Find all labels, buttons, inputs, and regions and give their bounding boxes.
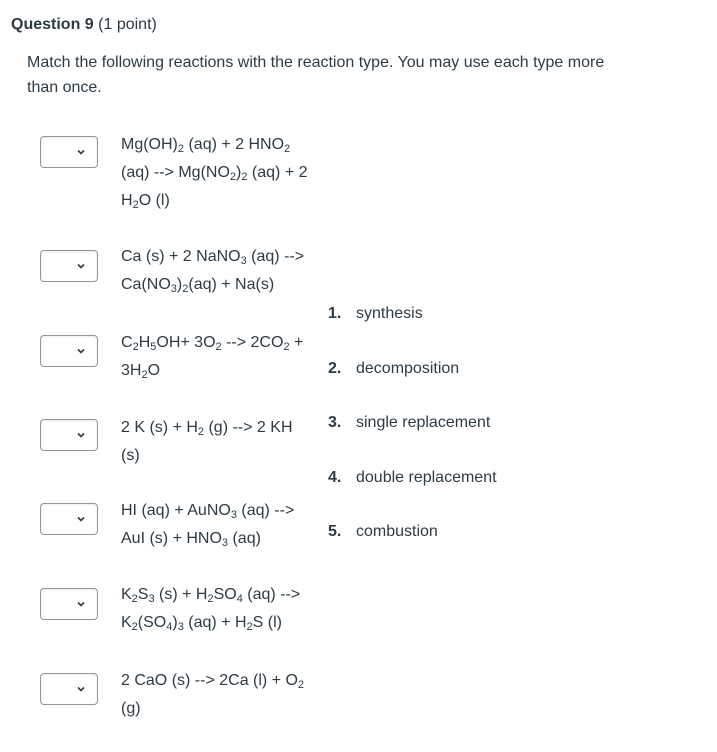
equation-subscript: 4 xyxy=(236,593,243,605)
equation-text: + 3H xyxy=(121,334,304,379)
equation-subscript: 2 xyxy=(284,143,291,155)
equation-text: (s) + H xyxy=(154,586,208,603)
equation-subscript: 2 xyxy=(132,341,139,353)
equation-text: S xyxy=(137,586,149,603)
equation-subscript: 2 xyxy=(132,199,139,211)
answer-label: decomposition xyxy=(356,360,460,377)
chevron-down-icon xyxy=(75,598,87,610)
equation-text: Ca (s) + 2 NaNO xyxy=(121,248,241,265)
equation-subscript: 2 xyxy=(246,621,253,633)
reaction-equation xyxy=(121,131,311,215)
equation-text: (aq) + 2 H xyxy=(121,164,308,209)
chevron-down-icon xyxy=(75,683,87,695)
equation-subscript: 2 xyxy=(229,171,237,183)
equation-text: (aq) --> Mg(NO xyxy=(121,164,230,181)
equation-text: H xyxy=(138,334,151,351)
equation-subscript: 3 xyxy=(170,283,177,295)
equation-subscript: 3 xyxy=(221,537,229,549)
answer-number: 2. xyxy=(328,360,342,377)
equation-text: (g) xyxy=(121,700,141,717)
chevron-down-icon xyxy=(75,513,87,525)
equation-subscript: 2 xyxy=(241,171,248,183)
equation-text: O xyxy=(147,362,161,379)
answer-item xyxy=(328,360,459,378)
equation-subscript: 3 xyxy=(148,593,155,605)
equation-text: K xyxy=(121,586,132,603)
answer-label: combustion xyxy=(356,523,438,540)
answer-number: 5. xyxy=(328,523,342,540)
equation-subscript: 2 xyxy=(131,593,138,605)
reaction-type-select[interactable] xyxy=(40,250,98,282)
equation-text: ) xyxy=(172,614,178,631)
equation-text: OH+ 3O xyxy=(156,334,216,351)
chevron-down-icon xyxy=(75,260,87,272)
equation-text: (aq) --> Ca(NO xyxy=(121,248,305,293)
equation-text: (aq) + H xyxy=(183,614,247,631)
equation-subscript: 2 xyxy=(207,593,214,605)
equation-text: (aq) --> K xyxy=(121,586,301,631)
equation-subscript: 2 xyxy=(131,621,138,633)
equation-text: ) xyxy=(176,276,183,293)
reaction-equation xyxy=(121,667,311,723)
equation-text: --> 2CO xyxy=(221,334,284,351)
equation-text: C xyxy=(121,334,133,351)
reaction-equation xyxy=(121,329,311,385)
reaction-type-select[interactable] xyxy=(40,419,98,451)
question-title: Question 9 xyxy=(11,16,94,33)
equation-subscript: 2 xyxy=(197,426,205,438)
answer-number: 3. xyxy=(328,414,342,431)
equation-subscript: 2 xyxy=(283,341,290,353)
answer-label: double replacement xyxy=(356,469,497,486)
equation-text: (aq) xyxy=(228,530,261,547)
answer-number: 4. xyxy=(328,469,342,486)
equation-subscript: 2 xyxy=(297,679,305,691)
answer-item xyxy=(328,414,490,432)
reaction-equation xyxy=(121,243,311,299)
answer-item xyxy=(328,305,423,323)
question-points: (1 point) xyxy=(98,16,157,33)
answer-number: 1. xyxy=(328,305,342,322)
equation-subscript: 4 xyxy=(166,621,173,633)
equation-subscript: 3 xyxy=(240,255,247,267)
answer-label: synthesis xyxy=(356,305,423,322)
reaction-type-select[interactable] xyxy=(40,335,98,367)
equation-text: (aq) + 2 HNO xyxy=(184,136,285,153)
answer-label: single replacement xyxy=(356,414,491,431)
equation-text: (aq) --> AuI (s) + HNO xyxy=(121,502,295,547)
chevron-down-icon xyxy=(75,429,87,441)
equation-subscript: 2 xyxy=(215,341,222,353)
equation-subscript: 2 xyxy=(182,283,189,295)
reaction-type-select[interactable] xyxy=(40,503,98,535)
equation-text: (g) --> 2 KH (s) xyxy=(121,419,293,464)
reaction-equation xyxy=(121,497,311,553)
equation-text: ) xyxy=(236,164,242,181)
reaction-equation xyxy=(121,581,311,637)
equation-text: O (l) xyxy=(138,192,170,209)
reaction-equation xyxy=(121,414,311,470)
equation-subscript: 5 xyxy=(150,341,157,353)
equation-text: S (l) xyxy=(252,614,282,631)
equation-text: 2 K (s) + H xyxy=(121,419,198,436)
equation-text: SO xyxy=(213,586,237,603)
question-prompt: Match the following reactions with the reaction type. You may use each type more than once. xyxy=(27,54,605,96)
answer-item xyxy=(328,523,438,541)
answer-item xyxy=(328,469,497,487)
equation-text: 2 CaO (s) --> 2Ca (l) + O xyxy=(121,672,298,689)
question-header xyxy=(11,16,157,34)
equation-text: Mg(OH) xyxy=(121,136,178,153)
reaction-type-select[interactable] xyxy=(40,136,98,168)
chevron-down-icon xyxy=(75,345,87,357)
equation-text: (SO xyxy=(137,614,167,631)
reaction-type-select[interactable] xyxy=(40,673,98,705)
equation-subscript: 2 xyxy=(141,369,148,381)
equation-text: HI (aq) + AuNO xyxy=(121,502,231,519)
reaction-type-select[interactable] xyxy=(40,588,98,620)
equation-subscript: 3 xyxy=(177,621,184,633)
equation-text: (aq) + Na(s) xyxy=(188,276,275,293)
chevron-down-icon xyxy=(75,146,87,158)
equation-subscript: 2 xyxy=(177,143,185,155)
equation-subscript: 3 xyxy=(230,509,237,521)
